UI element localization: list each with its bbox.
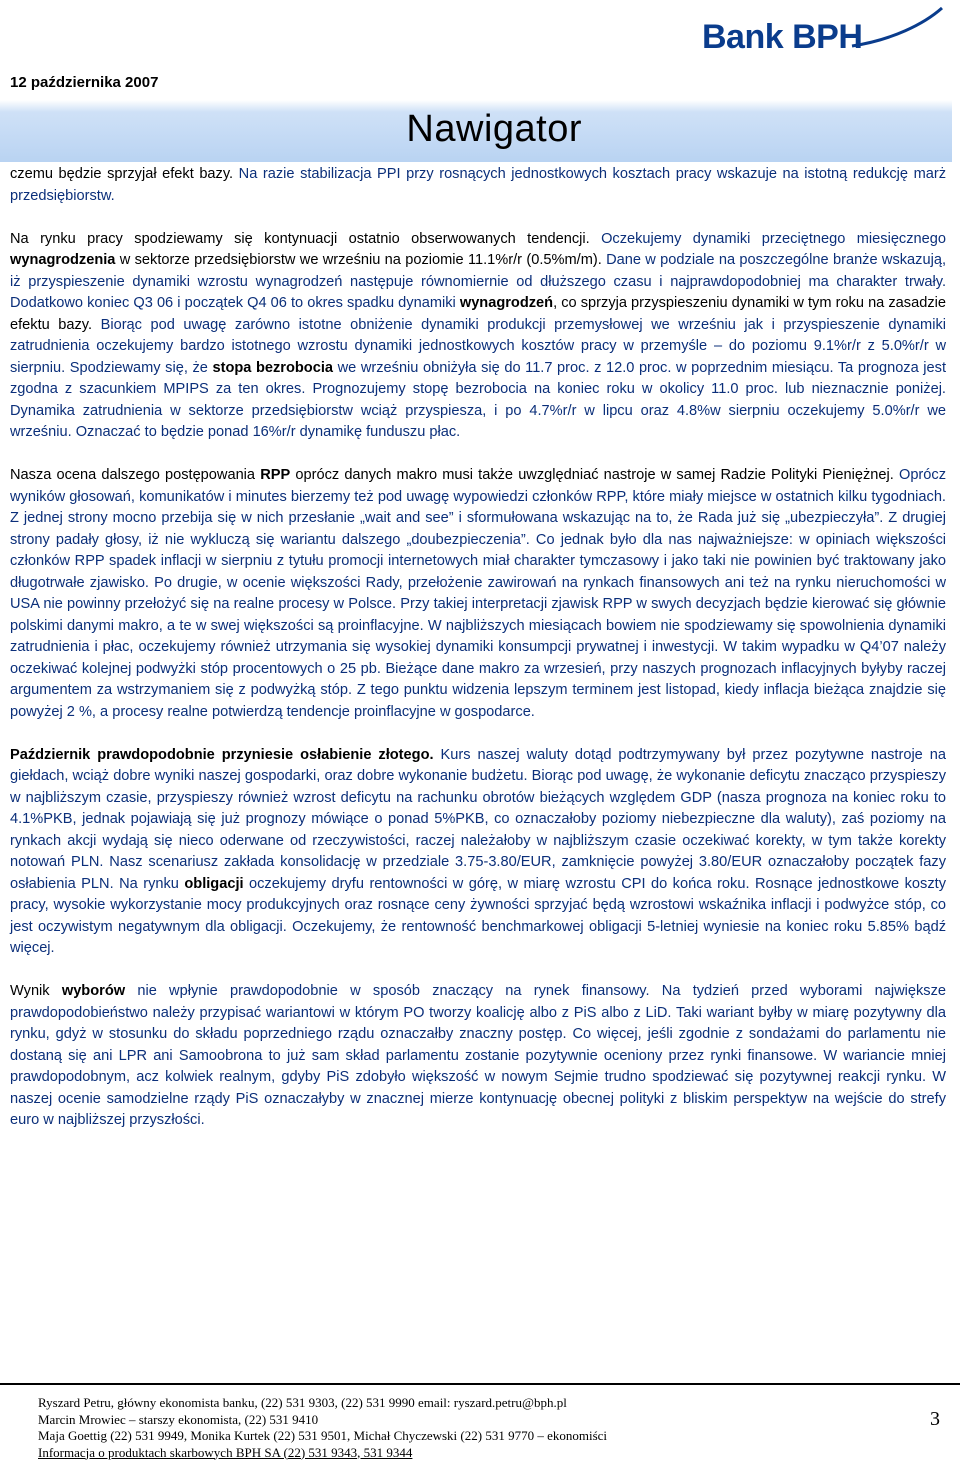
bank-bph-logo <box>702 6 946 66</box>
paragraph-3: Nasza ocena dalszego postępowania RPP oprócz danych makro musi także uwzględniać nastroje w samej Radzie Polityki Pieniężnej. Oprócz wyników głosowań, komunikatów i minutes bierzemy też pod uwagę wypowiedzi członków RPP, które miały miejsce w ostatnich kilku tygodniach. Z jednej strony mocno przebija się w nich przesłanie „wait and see” i sformułowana wskazując na to, że Rada już się „ubezpieczyła”. Z drugiej strony padały głosy, iż nie wykluczą się wariantu dalszego „doubezpieczenia”. Co jednak było dla nas najważniejsze: w opiniach większości członków RPP spadek inflacji w sierpniu z tytułu promocji internetowych miał charakter tymczasowy i jako taki nie powinien być traktowany jako długotrwałe zjawisko. Po drugie, w ocenie większości Rady, przełożenie zawirowań na rynkach finansowych ani też na rynku nieruchomości w USA nie powinny przełożyć się na realne procesy w Polsce. Przy takiej interpretacji zjawisk RPP w swych decyzjach będzie kierować się głównie polskimi danymi makro, a te w swej większości są proinflacyjne. W najbliższych miesiącach bowiem nie spodziewamy się spowolnienia dynamiki zatrudnienia i płac, oczekujemy również utrzymania się wysokiej dynamiki konsumpcji prywatnej i inwestycji. W takim wypadku w Q4’07 należy oczekiwać kolejnej podwyżki stóp procentowych o 25 pb. Bieżące dane makro za wrzesień, przy naszych prognozach inflacyjnych byłyby raczej argumentem za wstrzymaniem się z podwyżką stóp. Z tego punktu widzenia lepszym terminem jest listopad, kiedy inflacja bieżąca znajdzie się powyżej 2 %, a procesy realne potwierdzą tendencje proinflacyjne w gospodarce. <box>10 467 947 720</box>
footer-line-1: Ryszard Petru, główny ekonomista banku, (22) 531 9303, (22) 531 9990 email: ryszard.petru@bph.pl <box>38 1395 567 1410</box>
page-title: Nawigator <box>406 108 582 150</box>
footer-line-2: Marcin Mrowiec – starszy ekonomista, (22) 531 9410 <box>38 1411 319 1427</box>
paragraph-2: Na rynku pracy spodziewamy się kontynuacji ostatnio obserwowanych tendencji. Oczekujemy dynamiki przeciętnego miesięcznego wynagrodzenia w sektorze przedsiębiorstw we wrześniu na poziomie 11.1%r/r (0.5%m/m). Dane w podziale na poszczególne branże wskazują, iż przyspieszenie dynamiki wzrostu wynagrodzeń następuje równomiernie od dłuższego czasu i najprawdopodobniej ma charakter trwały. Dodatkowo koniec Q3 06 i początek Q4 06 to okres spadku dynamiki wynagrodzeń, co sprzyja przyspieszeniu dynamiki w tym roku na zasadzie efektu bazy. Biorąc pod uwagę zarówno istotne obniżenie dynamiki produkcji przemysłowej we wrześniu jak i przyspieszenie dynamiki zatrudnienia oczekujemy bardzo istotnego wzrostu dynamiki jednostkowych kosztów pracy w przemyśle – do poziomu 9.1%r/r z 5.0%r/r w sierpniu. Spodziewamy się, że stopa bezrobocia we wrześniu obniżyła się do 11.7 proc. z 12.0 proc. w poprzednim miesiącu. Ta prognoza jest zgodna z szacunkiem MPIPS za ten okres. Prognozujemy stopę bezrobocia na koniec roku w okolicy 11.0 proc. lub nieznacznie poniżej. Dynamika zatrudnienia w sektorze przedsiębiorstw wciąż przyspiesza, i po 4.7%r/r w lipcu oraz 4.8%w sierpniu oczekujemy 5.0%r/r we wrześniu. Oznaczać to będzie ponad 16%r/r dynamikę funduszu płac. <box>10 230 947 440</box>
footer-line-3: Maja Goettig (22) 531 9949, Monika Kurtek (22) 531 9501, Michał Chyczewski (22) 531 9770 – ekonomiści <box>38 1428 608 1443</box>
article-body <box>10 164 946 1153</box>
footer-divider <box>0 1383 960 1385</box>
footer-contacts <box>38 1395 898 1461</box>
page-number: 3 <box>930 1408 940 1430</box>
paragraph-1: czemu będzie sprzyjał efekt bazy. Na razie stabilizacja PPI przy rosnących jednostkowych kosztach pracy wskazuje na istotną redukcję marż przedsiębiorstw. <box>10 166 946 204</box>
report-date: 12 października 2007 <box>10 74 159 91</box>
paragraph-5: Wynik wyborów nie wpłynie prawdopodobnie w sposób znaczący na rynek finansowy. Na tydzień przed wyborami największe prawdopodobieństwo należy przypisać wariantowi w którym PO tworzy koalicję albo z PiS albo z LiD. Taki wariant byłby w miarę pozytywny dla rynku, gdyż w stosunku do składu poprzedniego rządu oznaczałby znaczny postęp. Co więcej, jeśli zgodnie z sondażami do parlamentu nie dostaną się ani LPR ani Samoobrona to już sam skład parlamentu zostanie pozytywnie oceniony przez rynki finansowe. W wariancie mniej prawdopodobnym, acz kolwiek realnym, gdyby PiS zdobyło większość w nowym Sejmie trudno spodziewać się pozytywnej reakcji rynku. W naszej ocenie samodzielne rządy PiS oznaczałyby w znacznej mierze kontynuację obecnej polityki z bliskim perspektyw na wejście do strefy euro w najbliższej przyszłości. <box>10 983 946 1128</box>
footer-line-4[interactable]: Informacja o produktach skarbowych BPH SA (22) 531 9343, 531 9344 <box>38 1444 413 1460</box>
logo-text: Bank BPH <box>702 18 863 56</box>
paragraph-4: Październik prawdopodobnie przyniesie osłabienie złotego. Kurs naszej waluty dotąd podtrzymywany był przez pozytywne nastroje na giełdach, wciąż dobre wyniki naszej gospodarki, oraz dobre wykonanie budżetu. Biorąc pod uwagę, że wykonanie deficytu znacząco przyspieszy w najbliższym czasie, przyspieszy również wzrost deficytu na rachunku obrotów bieżących względem GDP (nasza prognoza na koniec roku to 4.1%PKB, jednak pojawiają się już prognozy mówiące o ponad 5%PKB, co oznaczałoby poziomy niebezpieczne dla waluty), zaś poziomy na rynkach akcji wydają się nieco oderwane od rzeczywistości, raczej należałoby w najbliższym czasie oczekiwać korekty, w tym także korekty notowań PLN. Nasz scenariusz zakłada konsolidację w przedziale 3.75-3.80/EUR, zamknięcie powyżej 3.80/EUR oznaczałoby początek fazy osłabienia PLN. Na rynku obligacji oczekujemy dryfu rentowności w górę, w miarę wzrostu CPI do końca roku. Rosnące jednostkowe koszty pracy, wysokie wykorzystanie mocy produkcyjnych oraz rosnące ceny żywności sprzyjać będą wzrostowi wskaźnika inflacji i podwyżce stóp, co jest oczywistym negatywnym dla obligacji. Oczekujemy, że rentowność benchmarkowej obligacji 5-letniej wyniesie na koniec roku 5.85% bądź więcej. <box>10 746 946 956</box>
